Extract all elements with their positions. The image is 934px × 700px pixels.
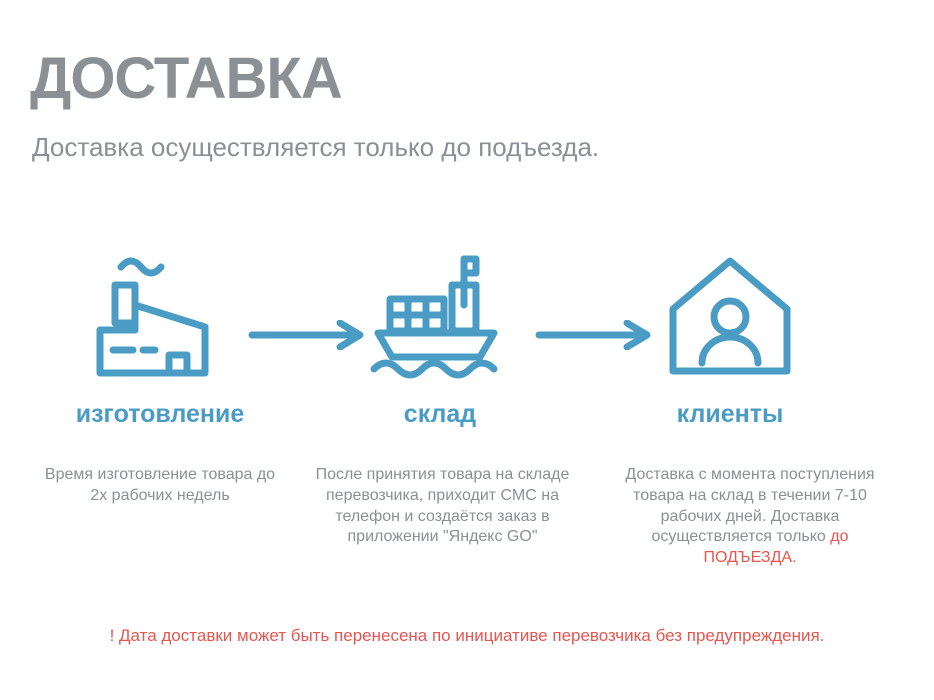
factory-icon: [60, 240, 260, 400]
step-description-warehouse: После принятия товара на складе перевозчика, приходит СМС на телефон и создаётся заказ в приложении "Яндекс GO": [315, 466, 570, 546]
step-description-clients: [605, 465, 895, 569]
step-description-clients-highlight: до ПОДЪЕЗДА.: [703, 528, 849, 567]
step-description-clients-text: Доставка с момента поступления товара на склад в течении 7-10 рабочих дней. Доставка осуществляется только: [625, 466, 875, 546]
page-subtitle: Доставка осуществляется только до подъезда.: [32, 132, 600, 162]
step-labels: [0, 400, 934, 440]
delivery-flow-diagram: [0, 240, 934, 410]
warehouse-ship-icon: [340, 240, 540, 400]
step-label-clients: клиенты: [676, 400, 784, 428]
step-label-warehouse: склад: [403, 400, 477, 428]
page-title: ДОСТАВКА: [30, 45, 342, 111]
footer-warning-note: ! Дата доставки может быть перенесена по инициативе перевозчика без предупреждения.: [109, 626, 825, 645]
step-description-production: Время изготовление товара до 2х рабочих недель: [44, 466, 276, 504]
house-client-icon: [630, 240, 830, 400]
step-label-production: изготовление: [75, 400, 245, 428]
